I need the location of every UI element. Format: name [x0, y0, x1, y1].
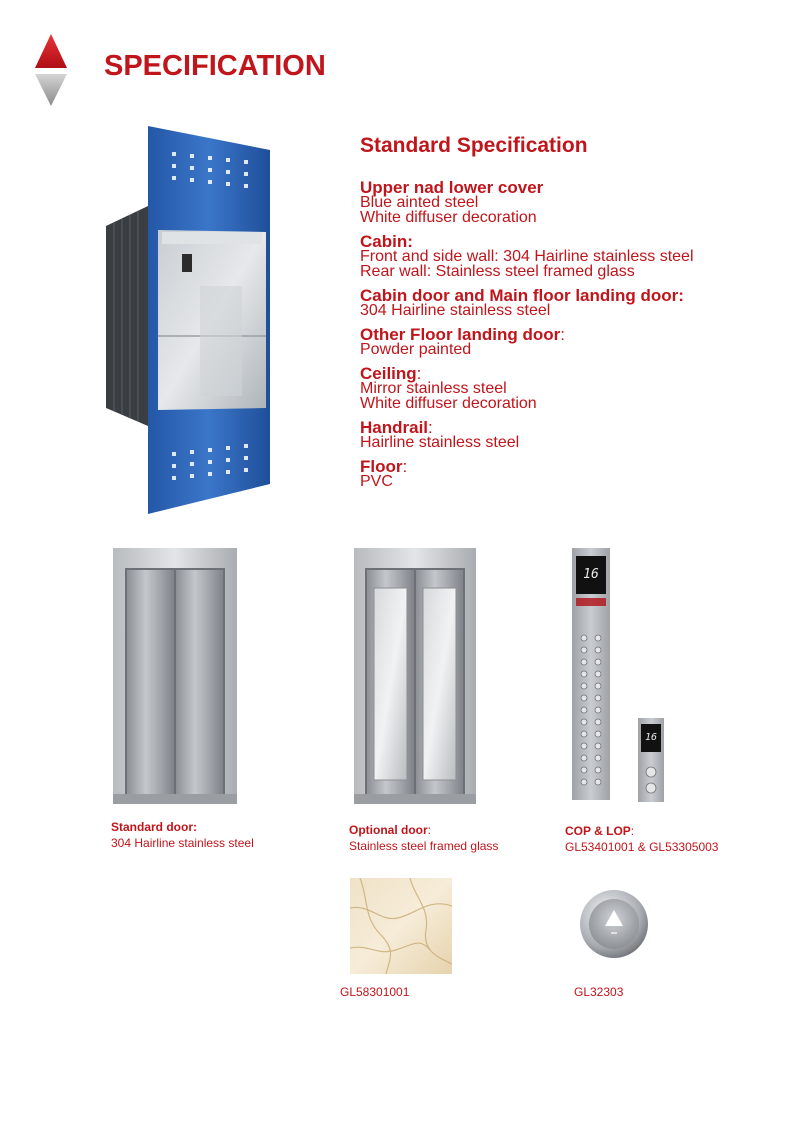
spec-group-line: Hairline stainless steel: [360, 434, 520, 451]
spec-group-title: Ceiling:: [360, 364, 422, 383]
round-button-sample: [578, 888, 650, 960]
button-code: GL32303: [574, 985, 624, 999]
cop-display: [576, 556, 606, 594]
optional-door-title: Optional door: [349, 823, 428, 837]
spec-group-line: 304 Hairline stainless steel: [360, 302, 551, 319]
logo-triangles-icon: [34, 34, 68, 106]
spec-group-line: White diffuser decoration: [360, 209, 537, 226]
standard-door-title: Standard door: [111, 820, 194, 834]
spec-group-line: Powder painted: [360, 341, 472, 358]
spec-group: [360, 459, 780, 489]
spec-group-line: PVC: [360, 473, 393, 490]
optional-door-caption: Optional door: Stainless steel framed glass: [349, 823, 499, 853]
spec-group-line: Front and side wall: 304 Hairline stainless steel: [360, 248, 694, 265]
spec-group-title: Upper nad lower cover: [360, 178, 544, 197]
spec-group-line: Blue ainted steel: [360, 194, 479, 211]
elevator-cabin-illustration: [100, 126, 280, 514]
cop-lop-title: COP & LOP: [565, 824, 631, 838]
spec-group-line: Rear wall: Stainless steel framed glass: [360, 263, 635, 280]
lop-floor-number: 16: [644, 732, 658, 743]
marble-floor-sample: [350, 878, 452, 974]
spec-groups: [360, 180, 780, 489]
spec-group: [360, 234, 780, 279]
cop-buttons: [572, 598, 610, 798]
spec-group: [360, 420, 780, 450]
spec-heading: Standard Specification: [360, 134, 588, 157]
spec-group-line: Mirror stainless steel: [360, 380, 507, 397]
spec-group-title: Handrail:: [360, 418, 433, 437]
standard-door-material: 304 Hairline stainless steel: [111, 836, 254, 850]
lop-display: [641, 724, 661, 752]
spec-group-title: Cabin:: [360, 232, 413, 251]
cop-panel: [572, 548, 610, 800]
lop-panel: [638, 718, 664, 802]
cop-lop-caption: COP & LOP: GL53401001 & GL53305003: [565, 824, 719, 854]
standard-door-caption: Standard door: 304 Hairline stainless steel: [111, 820, 254, 850]
floor-code: GL58301001: [340, 985, 410, 999]
spec-group-title: Floor:: [360, 457, 408, 476]
spec-group: [360, 288, 780, 318]
spec-group: [360, 180, 780, 225]
cop-lop-codes: GL53401001 & GL53305003: [565, 840, 719, 854]
cop-floor-number: 16: [583, 567, 599, 582]
optional-door-material: Stainless steel framed glass: [349, 839, 499, 853]
standard-door-image: [113, 548, 237, 804]
spec-group: [360, 327, 780, 357]
spec-group-title: Other Floor landing door:: [360, 325, 565, 344]
lop-buttons: [638, 762, 664, 802]
spec-group-line: White diffuser decoration: [360, 395, 537, 412]
page-title: SPECIFICATION: [104, 50, 326, 82]
specification-block: [360, 134, 780, 498]
spec-group: [360, 366, 780, 411]
spec-group-title: Cabin door and Main floor landing door:: [360, 286, 684, 305]
optional-door-image: [354, 548, 476, 804]
